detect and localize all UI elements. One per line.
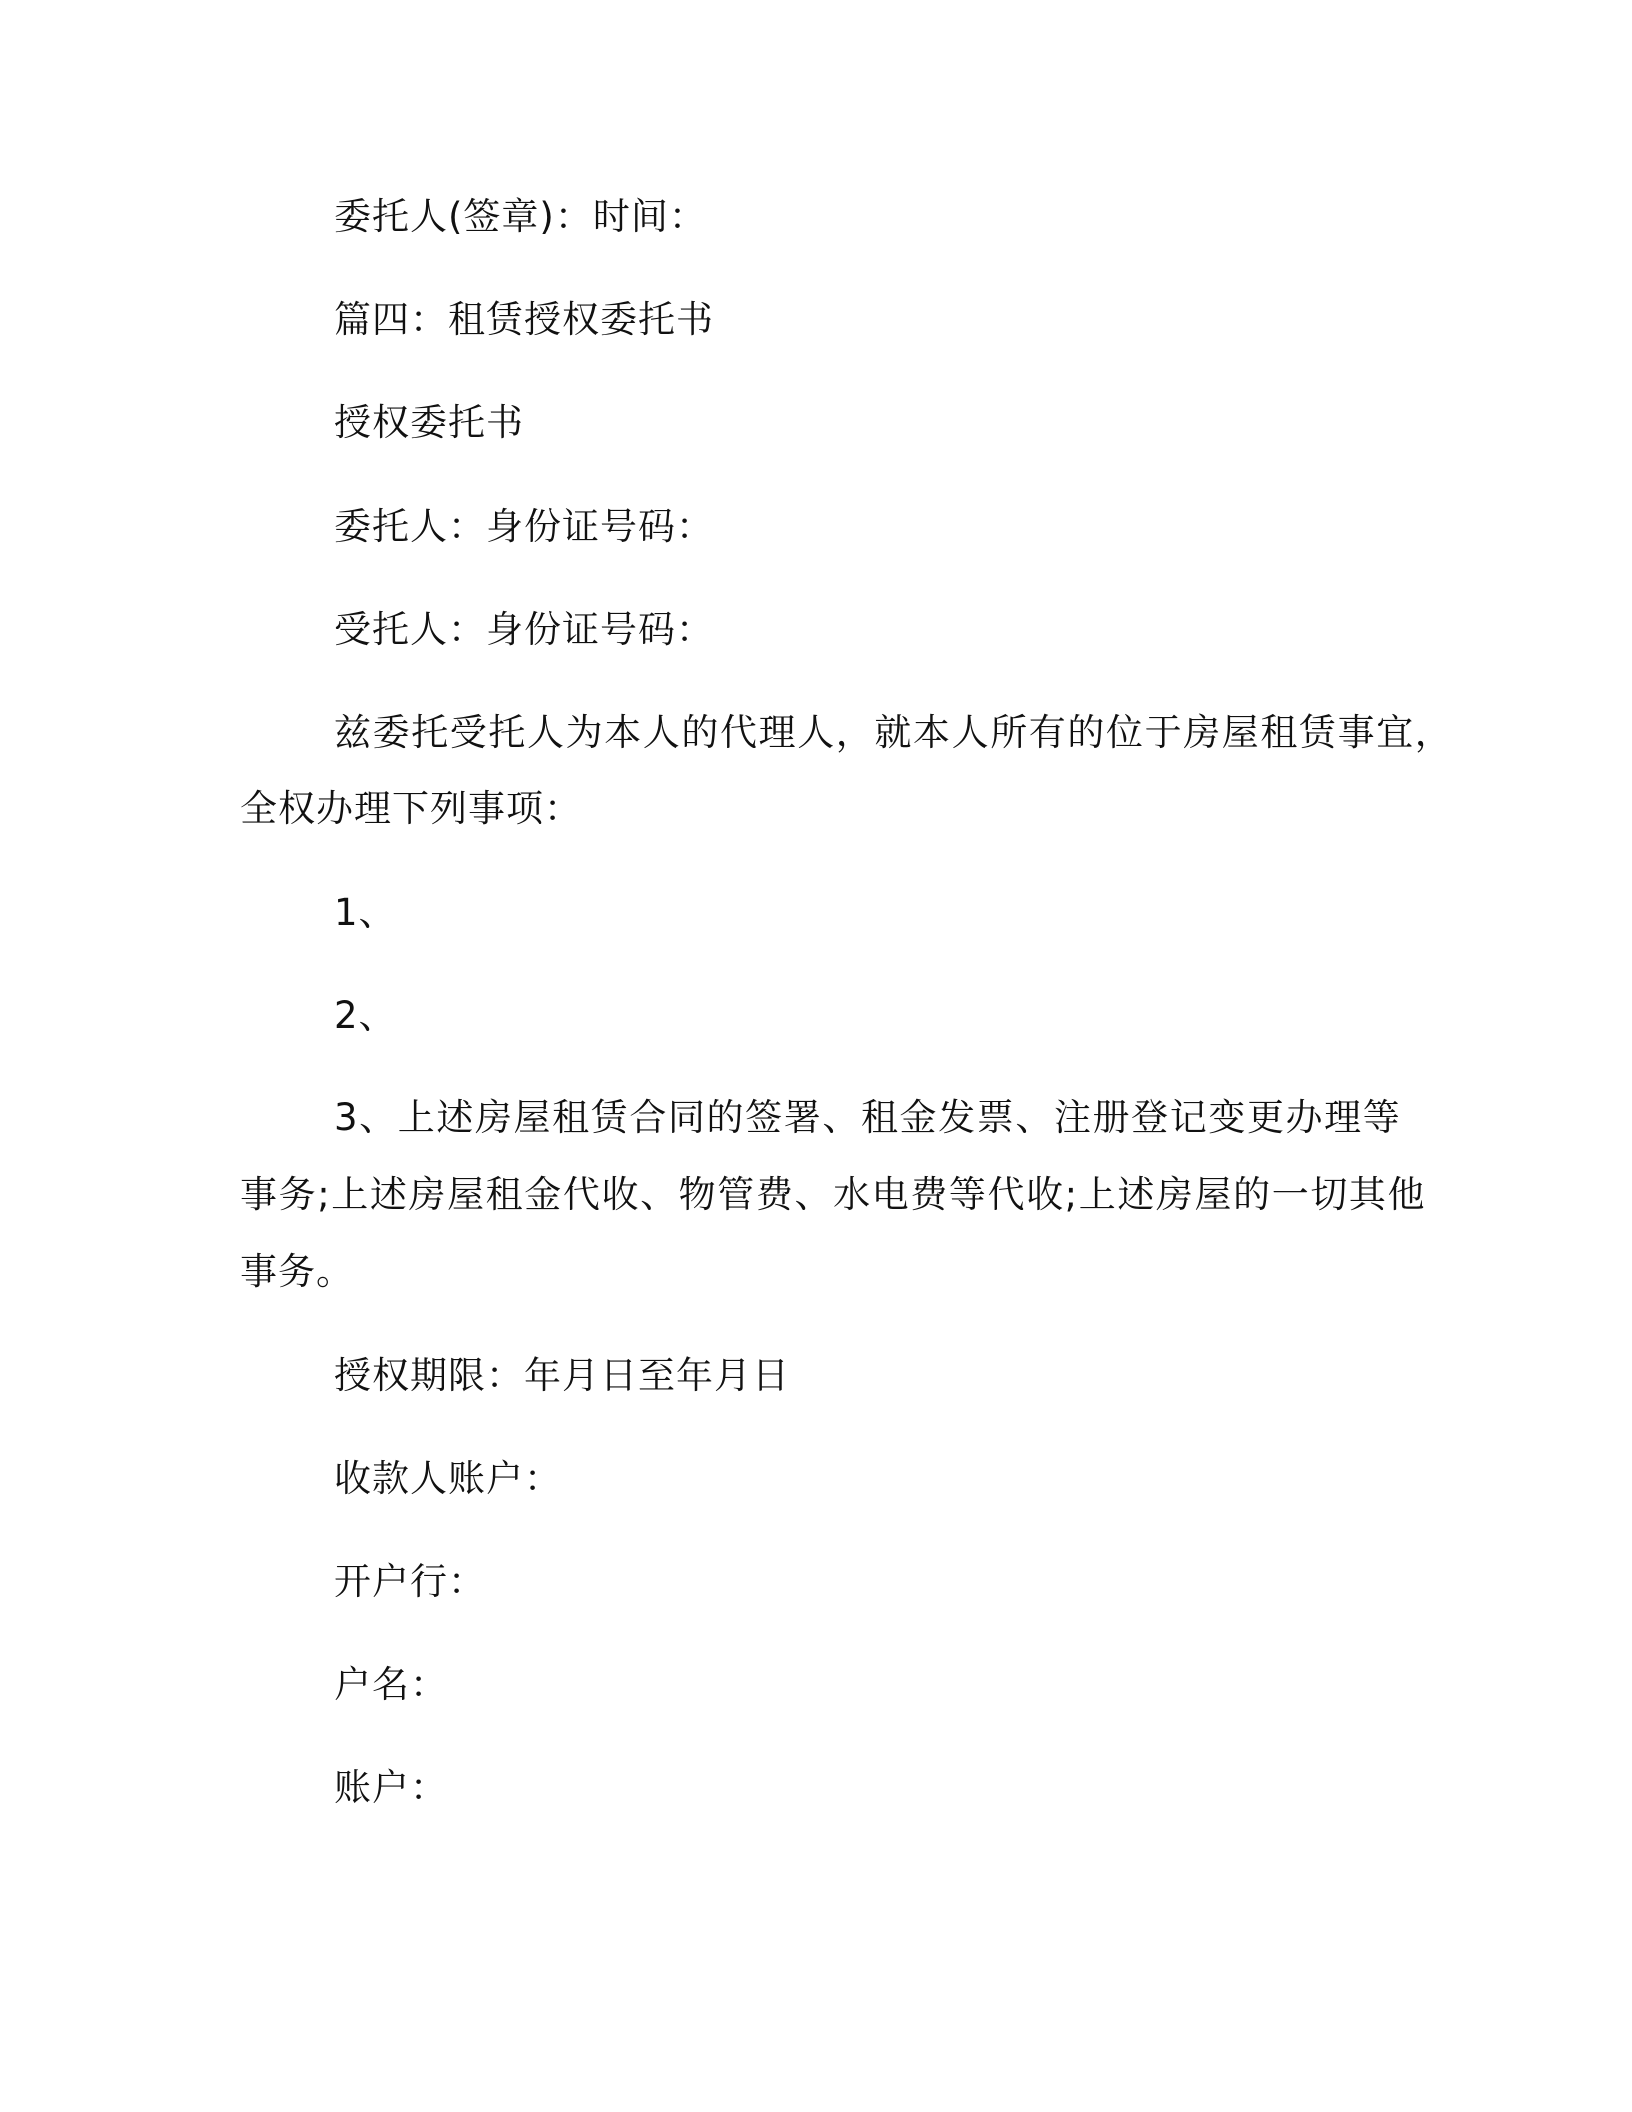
section-heading: 篇四：租赁授权委托书: [334, 298, 714, 341]
authorization-paragraph-line-1: 兹委托受托人为本人的代理人，就本人所有的位于房屋租赁事宜，: [334, 711, 1454, 754]
agent-id-line: 受托人：身份证号码：: [334, 608, 714, 651]
authorization-paragraph-line-2: 全权办理下列事项：: [240, 787, 582, 830]
account-number-line: 账户：: [334, 1766, 448, 1809]
item-1: 1、: [334, 891, 397, 934]
item-2: 2、: [334, 994, 397, 1037]
principal-id-line: 委托人：身份证号码：: [334, 505, 714, 548]
payee-account-line: 收款人账户：: [334, 1457, 562, 1500]
bank-line: 开户行：: [334, 1560, 486, 1603]
principal-signature-line: 委托人(签章)：时间：: [334, 195, 707, 238]
item-3-line-1: 3、上述房屋租赁合同的签署、租金发票、注册登记变更办理等: [334, 1096, 1402, 1139]
item-3-line-2: 事务;上述房屋租金代收、物管费、水电费等代收;上述房屋的一切其他: [240, 1173, 1427, 1216]
account-name-line: 户名：: [334, 1663, 448, 1706]
document-title: 授权委托书: [334, 401, 524, 444]
authorization-period-line: 授权期限：年月日至年月日: [334, 1354, 790, 1397]
item-3-line-3: 事务。: [240, 1250, 354, 1293]
